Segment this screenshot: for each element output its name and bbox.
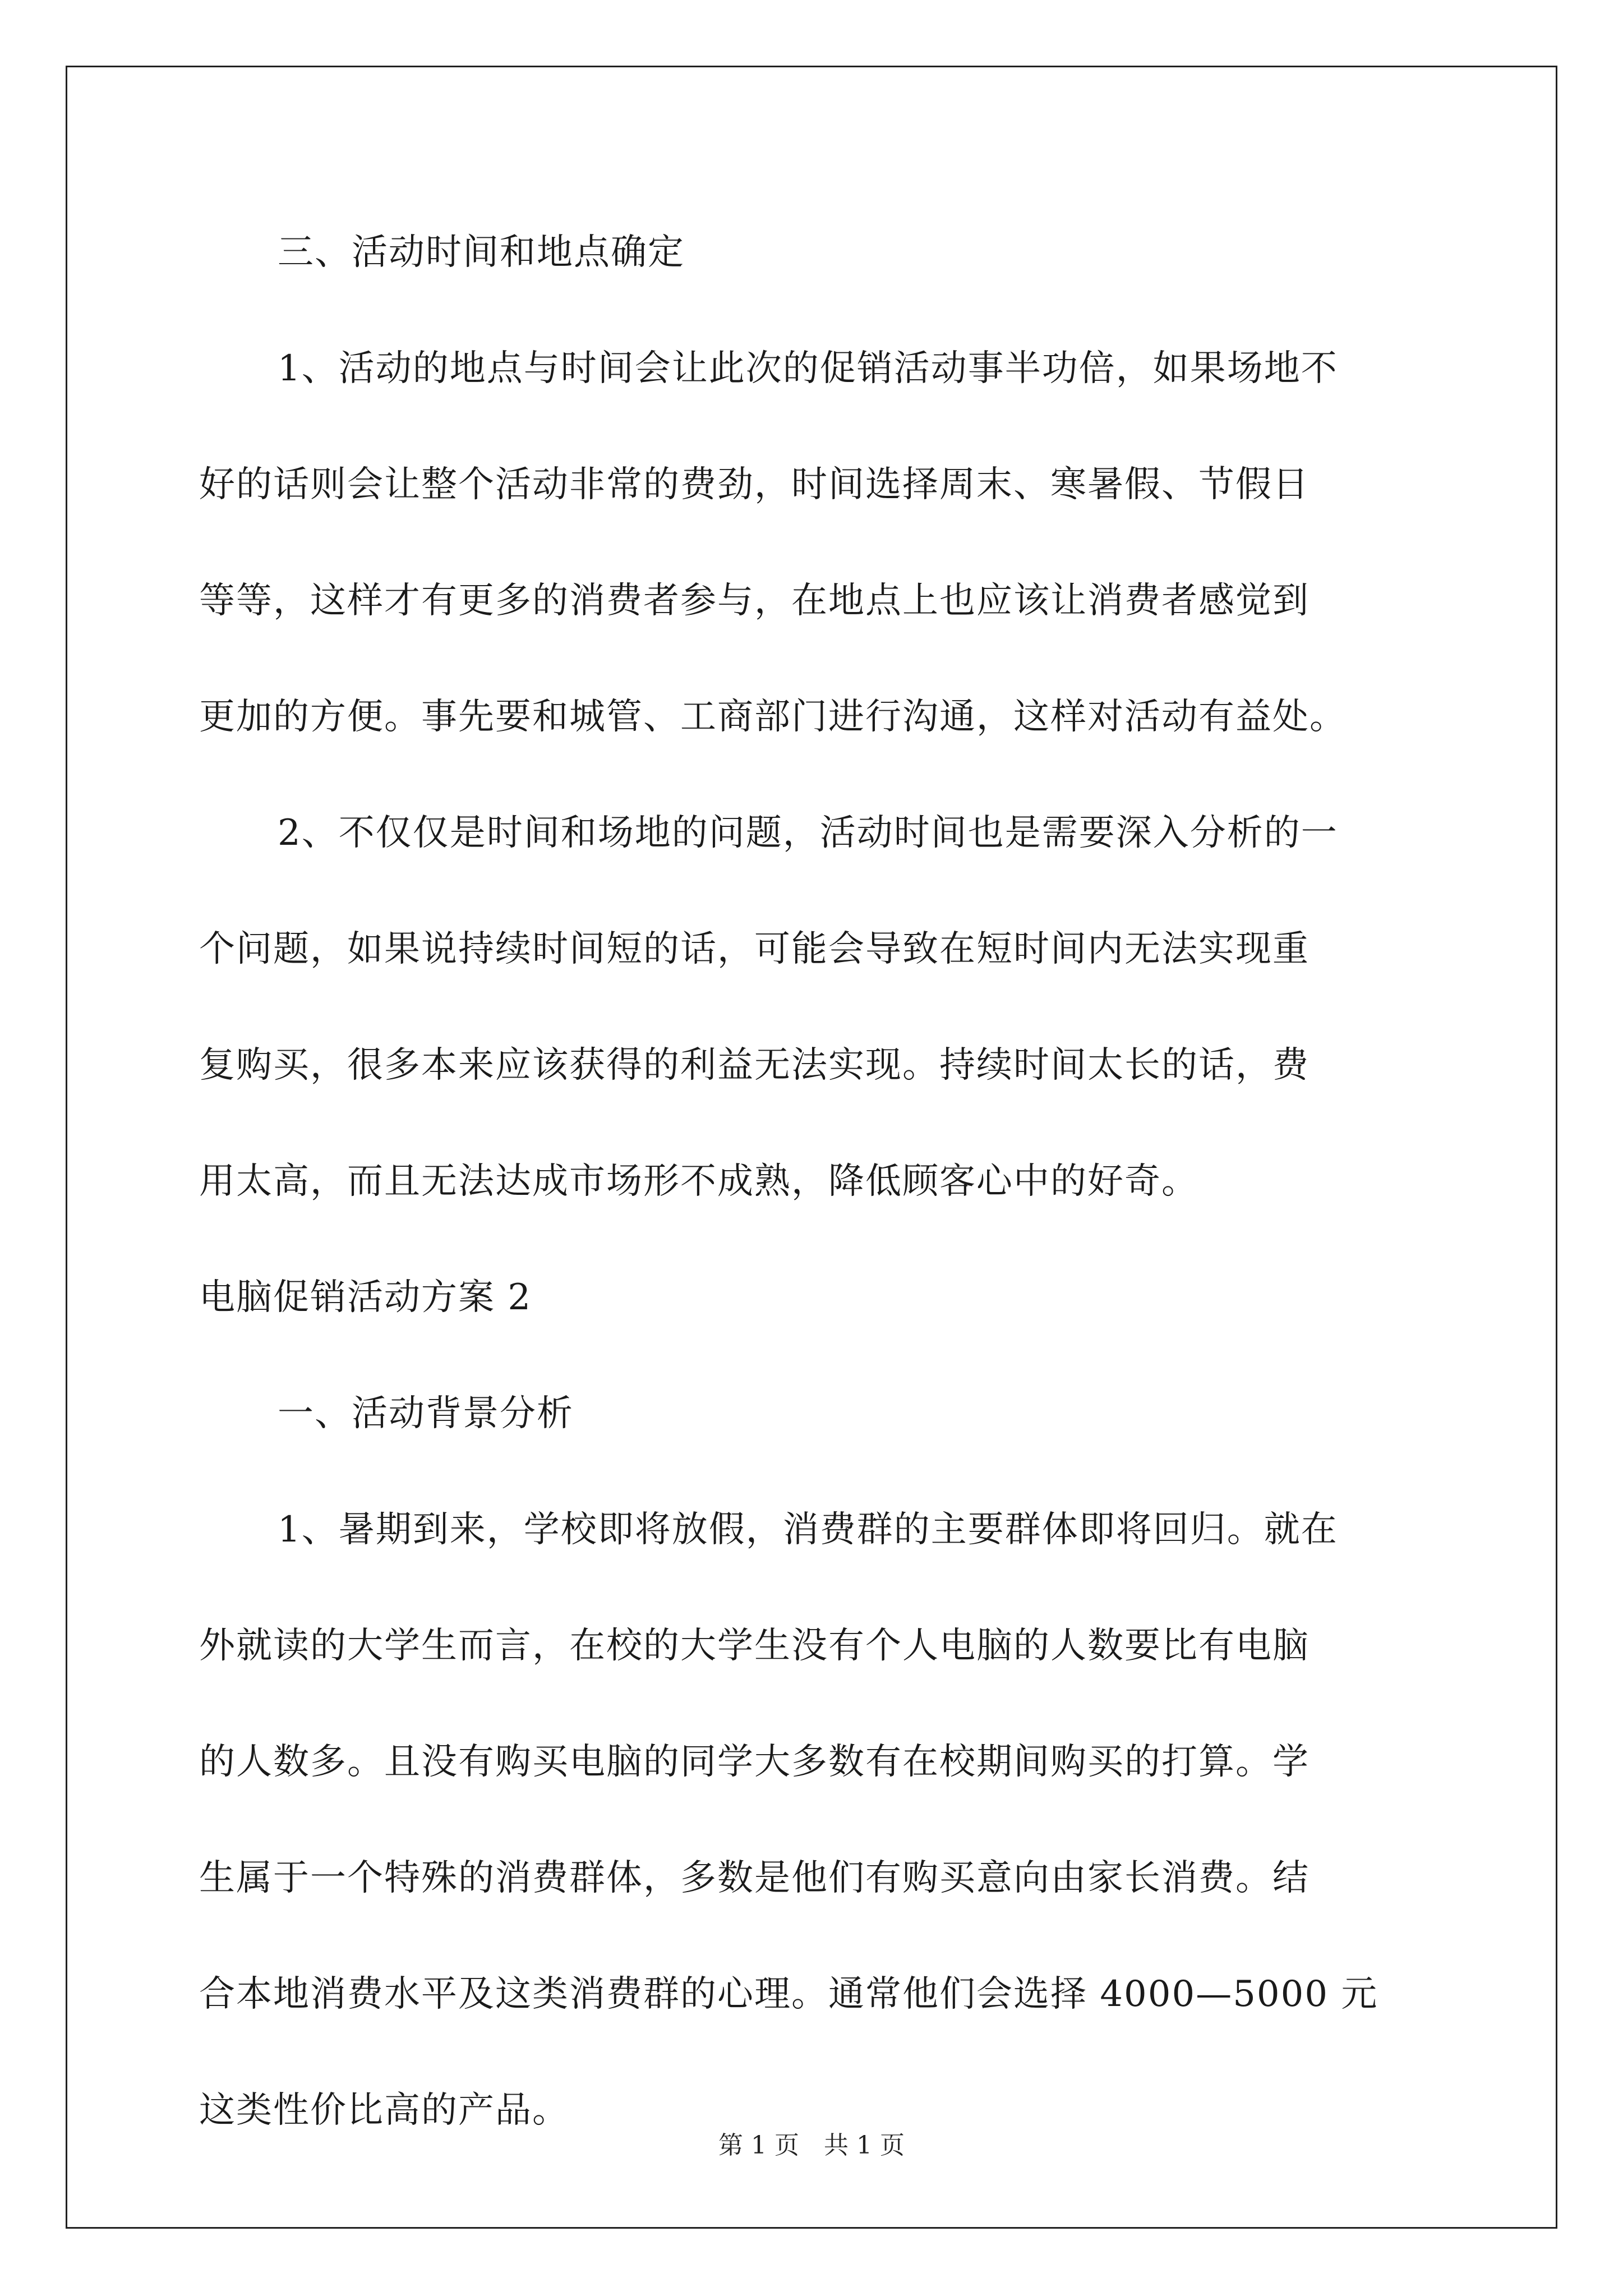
section-heading-background: 一、活动背景分析 xyxy=(278,1393,574,1434)
paragraph-line: 生属于一个特殊的消费群体，多数是他们有购买意向由家长消费。结 xyxy=(199,1857,1310,1899)
paragraph-line: 复购买，很多本来应该获得的利益无法实现。持续时间太长的话，费 xyxy=(199,1045,1310,1086)
paragraph-line: 1、暑期到来，学校即将放假，消费群的主要群体即将回归。就在 xyxy=(278,1509,1338,1550)
section-heading-activity-time-place: 三、活动时间和地点确定 xyxy=(278,232,685,273)
paragraph-line: 好的话则会让整个活动非常的费劲，时间选择周末、寒暑假、节假日 xyxy=(199,464,1310,505)
document-title-plan-2: 电脑促销活动方案 2 xyxy=(199,1277,532,1318)
paragraph-line: 1、活动的地点与时间会让此次的促销活动事半功倍，如果场地不 xyxy=(278,348,1338,389)
paragraph-line: 2、不仅仅是时间和场地的问题，活动时间也是需要深入分析的一 xyxy=(278,812,1338,854)
paragraph-line: 合本地消费水平及这类消费群的心理。通常他们会选择 4000—5000 元 xyxy=(199,1973,1378,2015)
document-body xyxy=(199,216,1424,2190)
paragraph-line: 更加的方便。事先要和城管、工商部门进行沟通，这样对活动有益处。 xyxy=(199,696,1347,738)
paragraph-line: 外就读的大学生而言，在校的大学生没有个人电脑的人数要比有电脑 xyxy=(199,1625,1310,1667)
paragraph-line: 个问题，如果说持续时间短的话，可能会导致在短时间内无法实现重 xyxy=(199,928,1310,970)
paragraph-line: 用太高，而且无法达成市场形不成熟，降低顾客心中的好奇。 xyxy=(199,1161,1198,1202)
paragraph-line: 的人数多。且没有购买电脑的同学大多数有在校期间购买的打算。学 xyxy=(199,1741,1310,1783)
paragraph-line: 等等，这样才有更多的消费者参与，在地点上也应该让消费者感觉到 xyxy=(199,580,1310,622)
page-number-footer: 第 1 页 共 1 页 xyxy=(718,2131,905,2160)
paragraph-line: 这类性价比高的产品。 xyxy=(199,2090,569,2131)
